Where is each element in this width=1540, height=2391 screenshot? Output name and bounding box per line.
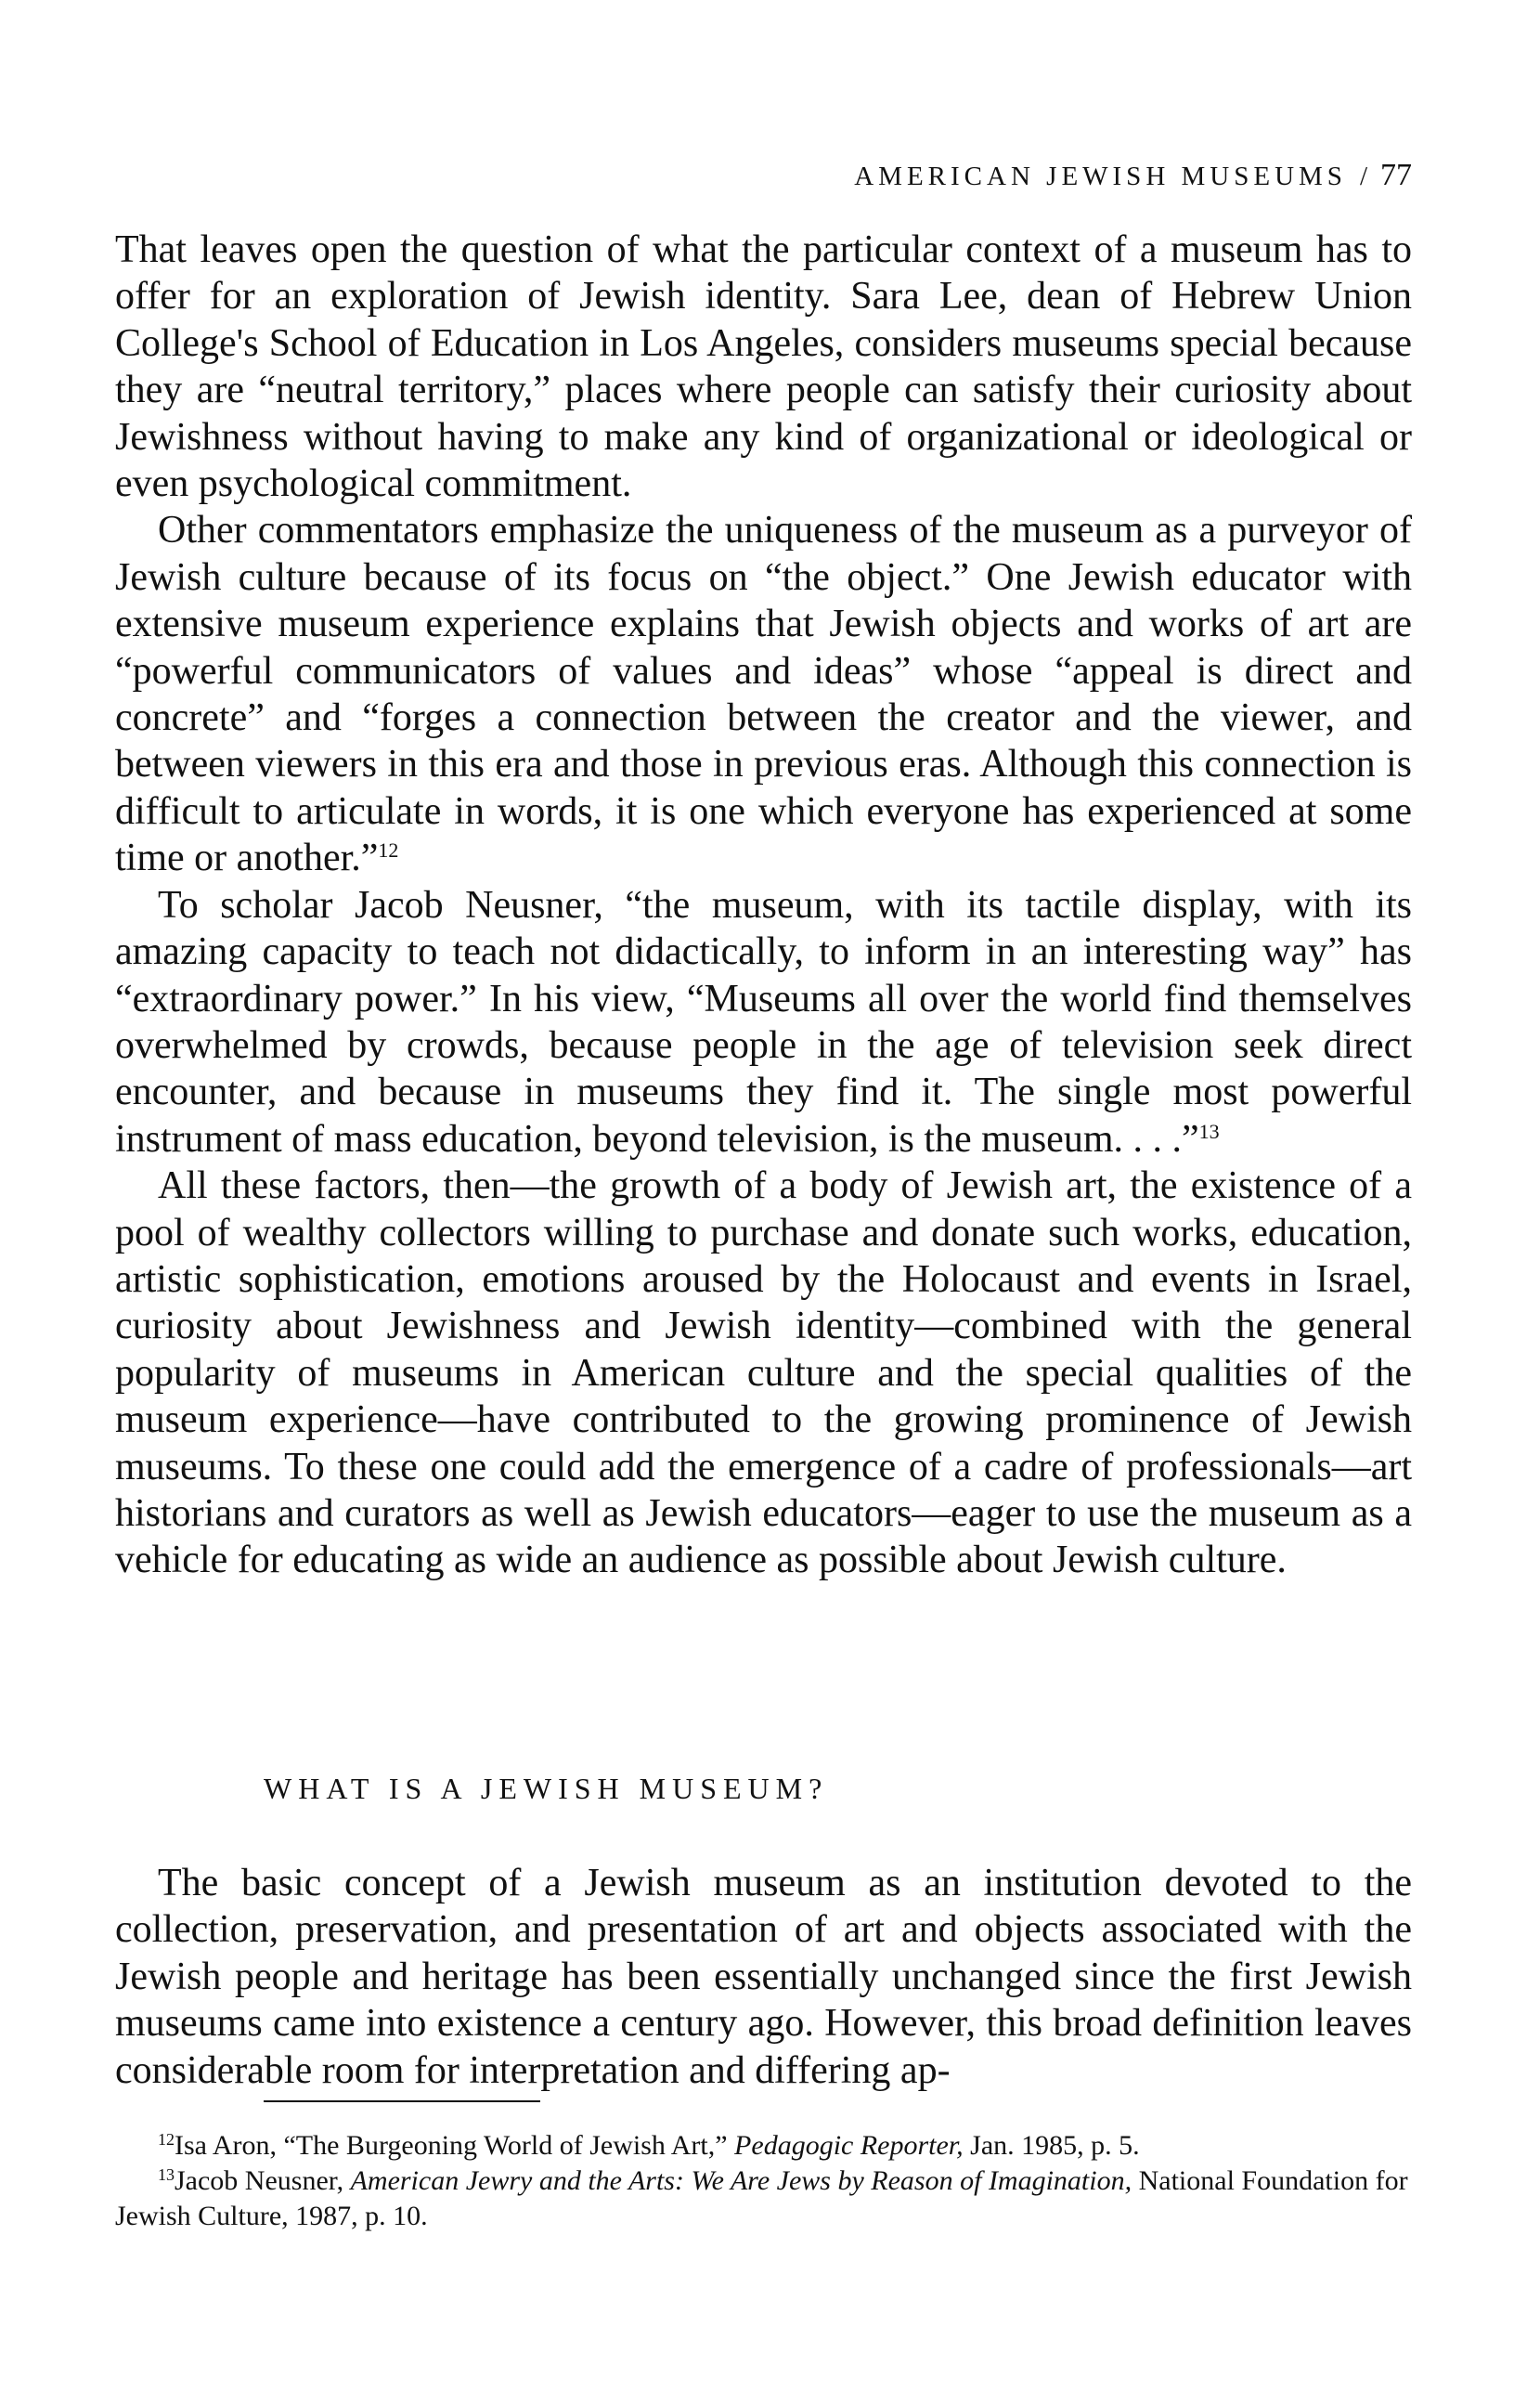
body-text (115, 227, 1412, 1584)
section-heading: WHAT IS A JEWISH MUSEUM? (264, 1772, 829, 1805)
footnote-12-text: Isa Aron, “The Burgeoning World of Jewish Art,” (175, 2130, 735, 2161)
footnote-13 (115, 2164, 1412, 2234)
running-head-title: AMERICAN JEWISH MUSEUMS (854, 162, 1347, 191)
footnote-divider (264, 2100, 540, 2102)
footnote-12-number: 12 (158, 2130, 175, 2149)
paragraph-3-text: To scholar Jacob Neusner, “the museum, with its tactile display, with its amazing capacity to teach not didactically, to inform in an interesting way” has “extraordinary power.” In his view, “Museums all over the world find themselves overwhelmed by crowds, because people in the age of television seek direct encounter, and because in museums they find it. The single most powerful instrument of mass education, beyond television, is the museum. . . .” (115, 883, 1412, 1161)
section-text (115, 1860, 1412, 2094)
running-head-separator: / (1359, 162, 1367, 191)
footnote-12-title: Pedagogic Reporter, (734, 2130, 964, 2161)
paragraph-4 (115, 1163, 1412, 1584)
paragraph-1 (115, 227, 1412, 507)
footnote-ref-13[interactable]: 13 (1198, 1119, 1220, 1143)
paragraph-4-text: All these factors, then—the growth of a body of Jewish art, the existence of a pool of wealthy collectors willing to purchase and donate such works, education, artistic sophistication, emotions aroused by the Holocaust and events in Israel, curiosity about Jewishness and Jewish identity—combined with the general popularity of museums in American culture and the special qualities of the museum experience—have contributed to the growing prominence of Jewish museums. To these one could add the emergence of a cadre of professionals—art historians and curators as well as Jewish educators—eager to use the museum as a vehicle for educating as wide an audience as possible about Jewish culture. (115, 1164, 1412, 1582)
paragraph-1-text: That leaves open the question of what the particular context of a museum has to offer for an exploration of Jewish identity. Sara Lee, dean of Hebrew Union College's School of Education in Los Angeles, considers museums special because they are “neutral territory,” places where people can satisfy their curiosity about Jewishness without having to make any kind of organizational or ideological or even psychological commitment. (115, 228, 1412, 506)
page-number: 77 (1380, 158, 1412, 192)
running-head (854, 158, 1412, 193)
footnote-13-details: National Foundation for Jewish Culture, 1987, p. 10. (115, 2165, 1408, 2231)
paragraph-2 (115, 507, 1412, 881)
section-paragraph-1: The basic concept of a Jewish museum as an institution devoted to the collection, preservation, and presentation of art and objects associated with the Jewish people and heritage has been essentially unchanged since the first Jewish museums came into existence a century ago. However, this broad definition leaves considerable room for interpretation and differing ap- (115, 1862, 1412, 2092)
footnote-12-details: Jan. 1985, p. 5. (963, 2130, 1140, 2161)
paragraph-3 (115, 882, 1412, 1163)
footnote-13-title: American Jewry and the Arts: We Are Jews by Reason of Imagination, (350, 2165, 1132, 2196)
footnote-13-text: Jacob Neusner, (175, 2165, 351, 2196)
footnote-12 (115, 2128, 1412, 2164)
footnote-ref-12[interactable]: 12 (378, 838, 399, 863)
footnotes (115, 2128, 1412, 2234)
footnote-13-number: 13 (158, 2165, 175, 2184)
paragraph-2-text: Other commentators emphasize the uniqueness of the museum as a purveyor of Jewish culture because of its focus on “the object.” One Jewish educator with extensive museum experience explains that Jewish objects and works of art are “powerful communicators of values and ideas” whose “appeal is direct and concrete” and “forges a connection between the creator and the viewer, and between viewers in this era and those in previous eras. Although this connection is difficult to articulate in words, it is one which everyone has experienced at some time or another.” (115, 509, 1412, 880)
